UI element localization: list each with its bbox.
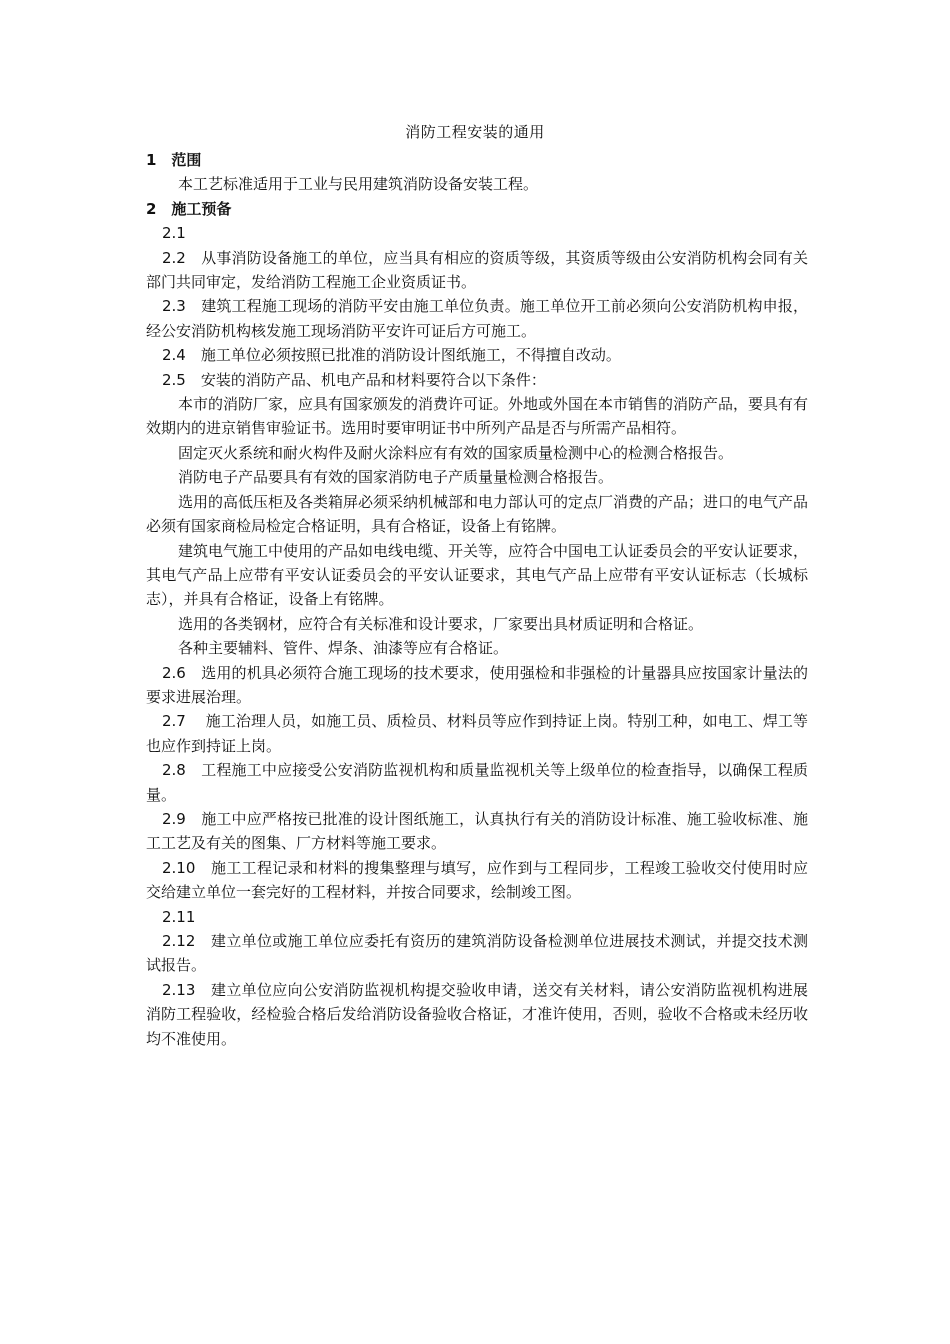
clause-2-5-item: 建筑电气施工中使用的产品如电线电缆、开关等，应符合中国电工认证委员会的平安认证要求，其电气产品上应带有平安认证委员会的平安认证要求，其电气产品上应带有平安认证标志（长城标志），并具有合格证，设备上有铭牌。 [146,541,809,609]
clause-2-4: 2.4 施工单位必须按照已批准的消防设计图纸施工，不得擅自改动。 [162,346,621,365]
clause-2-12: 2.12 建立单位或施工单位应委托有资历的建筑消防设备检测单位进展技术测试，并提交技术测试报告。 [146,932,808,975]
section-heading-scope: 1 范围 [146,151,202,169]
section-heading-preparation: 2 施工预备 [146,199,232,218]
clause-2-8: 2.8 工程施工中应接受公安消防监视机构和质量监视机关等上级单位的检查指导，以确保工程质量。 [146,761,808,804]
clause-2-5-item: 选用的高低压柜及各类箱屏必须采纳机械部和电力部认可的定点厂消费的产品；进口的电气产品必须有国家商检局检定合格证明，具有合格证，设备上有铭牌。 [146,492,809,536]
clause-2-6: 2.6 选用的机具必须符合施工现场的技术要求，使用强检和非强检的计量器具应按国家计量法的要求进展治理。 [146,663,808,706]
clause-2-1: 2.1 [162,224,186,243]
clause-2-13: 2.13 建立单位应向公安消防监视机构提交验收申请，送交有关材料，请公安消防监视机构进展消防工程验收，经检验合格后发给消防设备验收合格证，才准许使用，否则，验收不合格或未经历收均不准使用。 [146,980,808,1048]
clause-2-5-item: 固定灭火系统和耐火构件及耐火涂料应有有效的国家质量检测中心的检测合格报告。 [178,443,734,462]
clause-2-5: 2.5 安装的消防产品、机电产品和材料要符合以下条件： [162,370,546,389]
clause-2-10: 2.10 施工工程记录和材料的搜集整理与填写，应作到与工程同步，工程竣工验收交付使用时应交给建立单位一套完好的工程材料，并按合同要求，绘制竣工图。 [146,858,808,902]
clause-2-7: 2.7 施工治理人员，如施工员、质检员、材料员等应作到持证上岗。特别工种，如电工、焊工等也应作到持证上岗。 [146,712,808,755]
paragraph-scope: 本工艺标准适用于工业与民用建筑消防设备安装工程。 [178,175,539,194]
clause-2-3: 2.3 建筑工程施工现场的消防平安由施工单位负责。施工单位开工前必须向公安消防机构申报，经公安消防机构核发施工现场消防平安许可证后方可施工。 [146,297,808,340]
clause-2-11: 2.11 [162,907,196,926]
clause-2-5-item: 各种主要辅料、管件、焊条、油漆等应有合格证。 [178,639,509,658]
document-body [146,148,808,1051]
clause-2-5-item: 本市的消防厂家，应具有国家颁发的消费许可证。外地或外国在本市销售的消防产品，要具有有效期内的进京销售审验证书。选用时要审明证书中所列产品是否与所需产品相符。 [146,395,809,438]
clause-2-5-item: 选用的各类钢材，应符合有关标准和设计要求，厂家要出具材质证明和合格证。 [178,614,704,633]
document-title: 消防工程安装的通用 [405,123,545,141]
clause-2-2: 2.2 从事消防设备施工的单位，应当具有相应的资质等级，其资质等级由公安消防机构会同有关部门共同审定，发给消防工程施工企业资质证书。 [146,248,808,292]
clause-2-9: 2.9 施工中应严格按已批准的设计图纸施工，认真执行有关的消防设计标准、施工验收标准、施工工艺及有关的图集、厂方材料等施工要求。 [146,809,808,853]
clause-2-5-item: 消防电子产品要具有有效的国家消防电子产质量量检测合格报告。 [178,468,614,487]
